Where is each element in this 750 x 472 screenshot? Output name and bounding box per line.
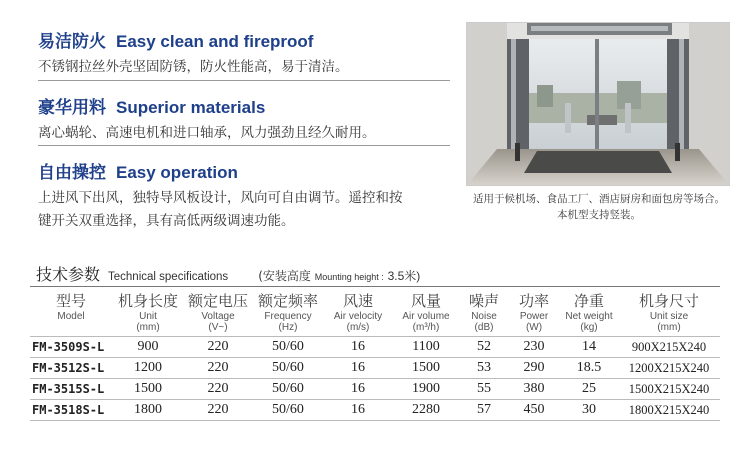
table-cell: 220 — [184, 379, 252, 400]
table-row — [30, 337, 720, 358]
mounting-height — [258, 269, 420, 283]
feature-easy-operation — [38, 158, 458, 233]
column-header-en: Net weight — [565, 311, 613, 322]
column-header-cn: 净重 — [573, 292, 604, 310]
feature-title-cn: 豪华用料 — [38, 98, 106, 118]
table-cell: 50/60 — [252, 358, 324, 379]
column-header-cn: 功率 — [518, 292, 549, 310]
caption-line: 本机型支持竖装。 — [557, 209, 641, 221]
table-cell: 1800 — [112, 400, 184, 421]
table-cell: 1800X215X240 — [618, 400, 720, 421]
table-cell: 30 — [560, 400, 618, 421]
column-header-unit: (kg) — [580, 322, 598, 333]
specs-title-en: Technical specifications — [108, 271, 229, 283]
table-cell: 380 — [508, 379, 560, 400]
column-header — [252, 292, 324, 337]
photo-caption — [448, 191, 750, 223]
model-cell: FM-3518S-L — [30, 400, 112, 421]
divider — [38, 145, 450, 146]
table-cell: 220 — [184, 358, 252, 379]
column-header-unit: (Hz) — [278, 322, 298, 333]
column-header-cn: 风速 — [342, 292, 373, 310]
column-header-unit: (W) — [525, 322, 543, 333]
column-header-unit: (dB) — [474, 322, 494, 333]
table-cell: 50/60 — [252, 400, 324, 421]
table-cell: 1500 — [112, 379, 184, 400]
table-cell: 52 — [460, 337, 508, 358]
column-header-unit: (m³/h) — [412, 322, 440, 333]
table-cell: 1900 — [392, 379, 460, 400]
table-body — [30, 337, 720, 421]
table-cell: 25 — [560, 379, 618, 400]
column-header-en: Air velocity — [333, 311, 383, 322]
table-cell: 230 — [508, 337, 560, 358]
column-header — [112, 292, 184, 337]
feature-title-en: Easy clean and fireproof — [116, 32, 314, 51]
table-cell: 1200 — [112, 358, 184, 379]
mounting-height-label: (安装高度 — [258, 269, 311, 283]
column-header-cn: 额定频率 — [257, 292, 318, 310]
column-header-cn: 噪声 — [468, 292, 499, 310]
table-cell: 16 — [324, 337, 392, 358]
table-cell: 220 — [184, 400, 252, 421]
table-header-row — [30, 292, 720, 337]
divider — [38, 80, 450, 81]
column-header-en: Frequency — [264, 311, 312, 322]
mounting-height-label-en: Mounting height : — [314, 272, 384, 282]
column-header-en: Unit — [139, 311, 157, 322]
specs-top-rule — [30, 286, 720, 287]
column-header-en: Noise — [471, 311, 497, 322]
table-cell: 50/60 — [252, 379, 324, 400]
feature-easy-clean — [38, 27, 458, 79]
model-cell: FM-3509S-L — [30, 337, 112, 358]
column-header — [508, 292, 560, 337]
column-header — [324, 292, 392, 337]
table-row — [30, 358, 720, 379]
table-row — [30, 379, 720, 400]
table-cell: 53 — [460, 358, 508, 379]
feature-desc: 上进风下出风，独特导风板设计，风向可自由调节。遥控和按键开关双重选择，具有高低两级调速功能。 — [38, 190, 403, 229]
feature-title-cn: 自由操控 — [38, 163, 106, 183]
column-header-unit: (mm) — [657, 322, 681, 333]
column-header-cn: 机身尺寸 — [638, 292, 699, 310]
column-header — [460, 292, 508, 337]
specs-heading — [36, 262, 420, 285]
column-header-cn: 风量 — [410, 292, 441, 310]
feature-title-en: Superior materials — [116, 98, 266, 117]
table-cell: 57 — [460, 400, 508, 421]
table-cell: 450 — [508, 400, 560, 421]
table-cell: 16 — [324, 358, 392, 379]
column-header-en: Power — [519, 311, 549, 322]
specs-title-cn: 技术参数 — [36, 265, 101, 284]
table-cell: 50/60 — [252, 337, 324, 358]
feature-desc: 不锈钢拉丝外壳坚固防锈，防火性能高，易于清洁。 — [38, 59, 349, 75]
table-cell: 220 — [184, 337, 252, 358]
column-header-cn: 额定电压 — [187, 292, 248, 310]
table-cell: 18.5 — [560, 358, 618, 379]
specs-table — [30, 292, 720, 421]
table-cell: 1200X215X240 — [618, 358, 720, 379]
table-cell: 16 — [324, 379, 392, 400]
column-header-en: Air volume — [402, 311, 450, 322]
feature-title — [38, 158, 458, 183]
column-header-en: Model — [57, 311, 85, 322]
table-cell: 1500X215X240 — [618, 379, 720, 400]
column-header — [560, 292, 618, 337]
model-cell: FM-3515S-L — [30, 379, 112, 400]
table-cell: 1500 — [392, 358, 460, 379]
feature-title-en: Easy operation — [116, 163, 238, 182]
table-cell: 900X215X240 — [618, 337, 720, 358]
table-cell: 290 — [508, 358, 560, 379]
feature-title — [38, 27, 458, 52]
column-header-cn: 机身长度 — [117, 292, 178, 310]
column-header-unit: (V~) — [208, 322, 228, 333]
column-header — [392, 292, 460, 337]
feature-title — [38, 93, 458, 118]
mounting-height-value: 3.5米) — [387, 269, 421, 283]
column-header — [184, 292, 252, 337]
column-header-cn: 型号 — [55, 292, 86, 310]
model-cell: FM-3512S-L — [30, 358, 112, 379]
feature-desc: 离心蜗轮、高速电机和进口轴承，风力强劲且经久耐用。 — [38, 125, 376, 141]
table-cell: 1100 — [392, 337, 460, 358]
table-cell: 16 — [324, 400, 392, 421]
column-header — [618, 292, 720, 337]
table-cell: 55 — [460, 379, 508, 400]
table-row — [30, 400, 720, 421]
column-header — [30, 292, 112, 337]
column-header-en: Voltage — [201, 311, 235, 322]
table-cell: 2280 — [392, 400, 460, 421]
feature-title-cn: 易洁防火 — [38, 32, 106, 52]
table-cell: 14 — [560, 337, 618, 358]
column-header-en: Unit size — [649, 311, 689, 322]
column-header-unit: (mm) — [136, 322, 160, 333]
column-header-unit: (m/s) — [346, 322, 370, 333]
caption-line: 适用于候机场、食品工厂、酒店厨房和面包房等场合。 — [473, 193, 725, 205]
product-photo — [466, 22, 730, 186]
feature-superior-materials — [38, 93, 458, 145]
table-cell: 900 — [112, 337, 184, 358]
